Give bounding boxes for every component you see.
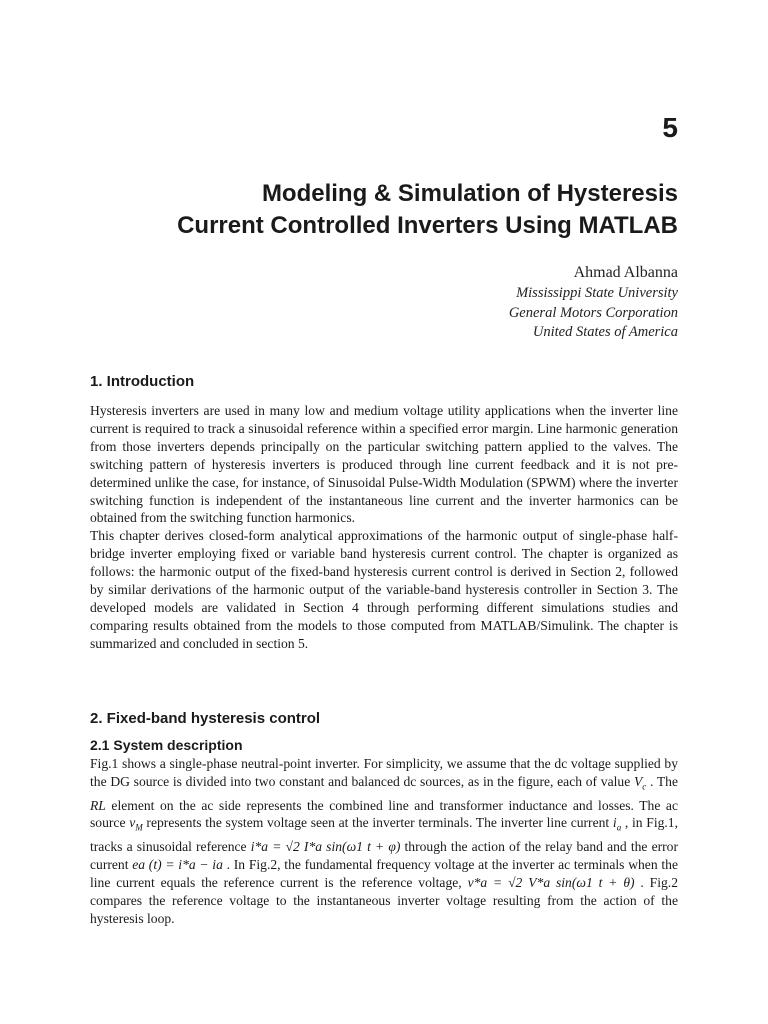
math-subscript: c <box>642 781 647 792</box>
section-heading-introduction: 1. Introduction <box>90 373 195 390</box>
math-vc <box>633 773 647 792</box>
text-run: . In Fig.2, the fundamental frequency voltage at the inverter ac terminals when the line current equals the reference current is the reference voltage, <box>90 856 678 890</box>
subsection-heading-system-description: 2.1 System description <box>90 737 243 753</box>
author-name: Ahmad Albanna <box>573 264 678 281</box>
section-heading-fixed-band: 2. Fixed-band hysteresis control <box>90 710 321 727</box>
math-error-current: ea (t) = i*a − ia <box>132 856 223 872</box>
math-subscript: M <box>135 823 143 834</box>
affiliation-university: Mississippi State University <box>516 285 678 301</box>
affiliation-country: United States of America <box>532 324 678 340</box>
chapter-title-line-2: Current Controlled Inverters Using MATLAB <box>177 212 678 239</box>
text-run: . The <box>646 773 678 789</box>
author-block <box>509 262 678 343</box>
introduction-body <box>90 402 678 653</box>
text-run: through the action of the relay band and the error current <box>90 839 679 872</box>
introduction-paragraph-2: This chapter derives closed-form analytical approximations of the harmonic output of single-phase half-bridge inverter employing fixed or variable band hysteresis current control. The chapter is organized as follows: the harmonic output of the fixed-band hysteresis current control is derived in Section 2, followed by similar derivations of the harmonic output of the variable-band hysteresis controller in Section 3. The developed models are validated in Section 4 through performing different simulations studies and comparing results obtained from the models to those computed from MATLAB/Simulink. The chapter is summarized and concluded in section 5. <box>90 528 678 651</box>
math-vm <box>129 815 143 834</box>
text-run: represents the system voltage seen at the inverter terminals. The inverter line current <box>142 815 613 831</box>
system-description-body <box>90 755 678 928</box>
math-symbol: V <box>633 773 643 789</box>
text-run: , in Fig.1, tracks a sinusoidal reference <box>90 815 678 855</box>
math-symbol: v <box>129 815 136 831</box>
math-reference-current: i*a = √2 I*a sin(ω1 t + φ) <box>250 839 401 855</box>
math-symbol: i <box>612 815 617 831</box>
math-reference-voltage: v*a = √2 V*a sin(ω1 t + θ) <box>467 874 635 890</box>
text-run: element on the ac side represents the combined line and transformer inductance and losses. The ac source <box>90 797 678 831</box>
introduction-paragraph-1: Hysteresis inverters are used in many low and medium voltage utility applications when the inverter line current is required to track a sinusoidal reference within a specified error margin. Line harmonic generation from those inverters depends principally on the particular switching pattern applied to the valves. The switching pattern of hysteresis inverters is produced through line current feedback and it is not pre-determined unlike the case, for instance, of Sinusoidal Pulse-Width Modulation (SPWM) where the inverter switching function is independent of the instantaneous line current and the inverter harmonics can be obtained from the switching function harmonics. <box>90 403 678 526</box>
system-description-paragraph <box>90 755 678 928</box>
affiliation-company: General Motors Corporation <box>508 304 678 321</box>
text-run: . Fig.2 compares the reference voltage to the instantaneous inverter voltage resulting from the action of the hysteresis loop. <box>90 874 678 926</box>
math-subscript: a <box>616 823 622 834</box>
chapter-title-line-1: Modeling & Simulation of Hysteresis <box>261 180 678 207</box>
math-rl: RL <box>90 797 106 813</box>
text-run: Fig.1 shows a single-phase neutral-point inverter. For simplicity, we assume that the dc voltage supplied by the DG source is divided into two constant and balanced dc sources, as in the figure, each of value <box>90 756 678 789</box>
chapter-number: 5 <box>662 112 678 143</box>
math-ia <box>612 815 622 834</box>
chapter-title <box>78 178 678 242</box>
